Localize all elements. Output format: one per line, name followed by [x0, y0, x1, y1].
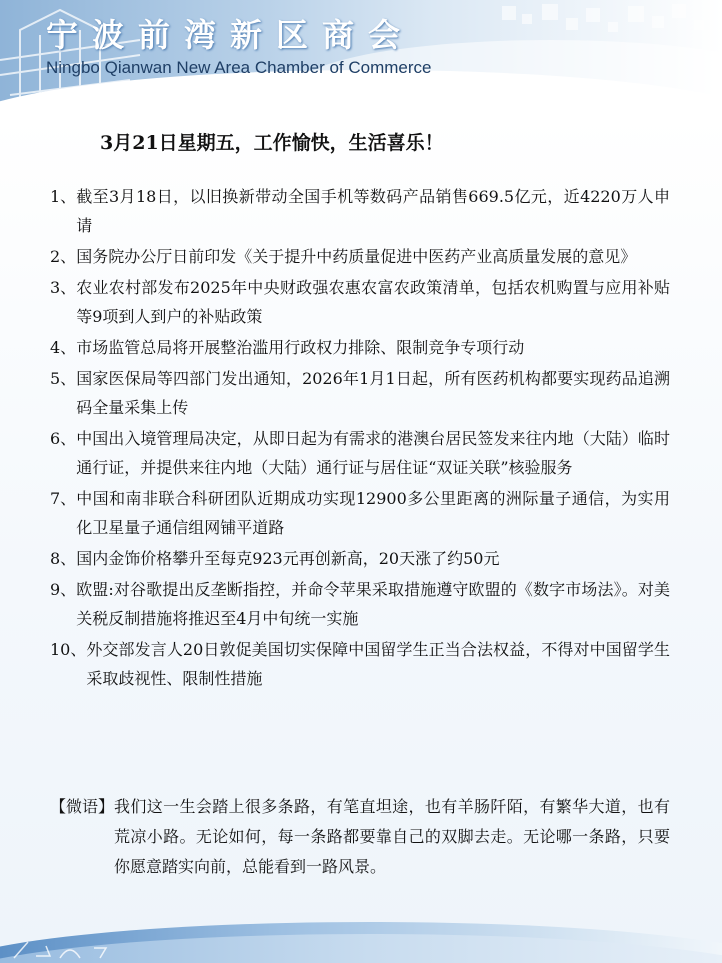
news-item-text: 中国出入境管理局决定，从即日起为有需求的港澳台居民签发来往内地（大陆）临时通行证，并提供来往内地（大陆）通行证与居住证“双证关联”核验服务 [76, 429, 670, 477]
chamber-title-en: Ningbo Qianwan New Area Chamber of Commerce [46, 58, 432, 77]
news-item-number: 3、 [50, 278, 77, 297]
daily-quote [50, 792, 670, 882]
news-item-text: 欧盟:对谷歌提出反垄断指控，并命令苹果采取措施遵守欧盟的《数字市场法》。对美关税反制措施将推迟至4月中旬统一实施 [76, 580, 670, 628]
news-item-text: 国家医保局等四部门发出通知，2026年1月1日起，所有医药机构都要实现药品追溯码全量采集上传 [76, 369, 670, 417]
news-item-number: 5、 [50, 369, 77, 388]
news-item-number: 6、 [50, 429, 77, 448]
news-item-number: 10、 [50, 640, 87, 659]
news-item-number: 4、 [50, 338, 77, 357]
news-item [50, 484, 670, 542]
news-item [50, 333, 670, 362]
news-item [50, 424, 670, 482]
news-item [50, 575, 670, 633]
news-item-number: 1、 [50, 187, 77, 206]
news-list [50, 182, 670, 695]
footer-wave [0, 900, 722, 963]
news-item-text: 国务院办公厅日前印发《关于提升中药质量促进中医药产业高质量发展的意见》 [76, 247, 637, 266]
news-item [50, 242, 670, 271]
footer-sketch-icon [10, 938, 130, 962]
news-item-number: 8、 [50, 549, 77, 568]
news-item [50, 182, 670, 240]
news-item [50, 273, 670, 331]
news-item-text: 外交部发言人20日敦促美国切实保障中国留学生正当合法权益，不得对中国留学生采取歧视性、限制性措施 [86, 640, 670, 688]
news-item-text: 中国和南非联合科研团队近期成功实现12900多公里距离的洲际量子通信，为实用化卫星量子通信组网铺平道路 [76, 489, 670, 537]
news-item-text: 国内金饰价格攀升至每克923元再创新高，20天涨了约50元 [76, 549, 500, 568]
chamber-title-cn: 宁波前湾新区商会 [46, 16, 415, 54]
news-item [50, 364, 670, 422]
quote-label: 【微语】 [50, 797, 115, 816]
news-item [50, 635, 670, 693]
news-item-number: 2、 [50, 247, 77, 266]
news-item-text: 截至3月18日，以旧换新带动全国手机等数码产品销售669.5亿元，近4220万人申请 [76, 187, 670, 235]
date-greeting-heading: 3月21日星期五，工作愉快，生活喜乐！ [100, 132, 444, 154]
quote-text: 我们这一生会踏上很多条路，有笔直坦途，也有羊肠阡陌，有繁华大道，也有荒凉小路。无论如何，每一条路都要靠自己的双脚去走。无论哪一条路，只要你愿意踏实向前，总能看到一路风景。 [114, 797, 670, 876]
header-banner [0, 0, 722, 118]
news-item [50, 544, 670, 573]
news-item-number: 9、 [50, 580, 77, 599]
news-item-number: 7、 [50, 489, 77, 508]
news-item-text: 市场监管总局将开展整治滥用行政权力排除、限制竞争专项行动 [76, 338, 525, 357]
news-item-text: 农业农村部发布2025年中央财政强农惠农富农政策清单，包括农机购置与应用补贴等9项到人到户的补贴政策 [76, 278, 670, 326]
